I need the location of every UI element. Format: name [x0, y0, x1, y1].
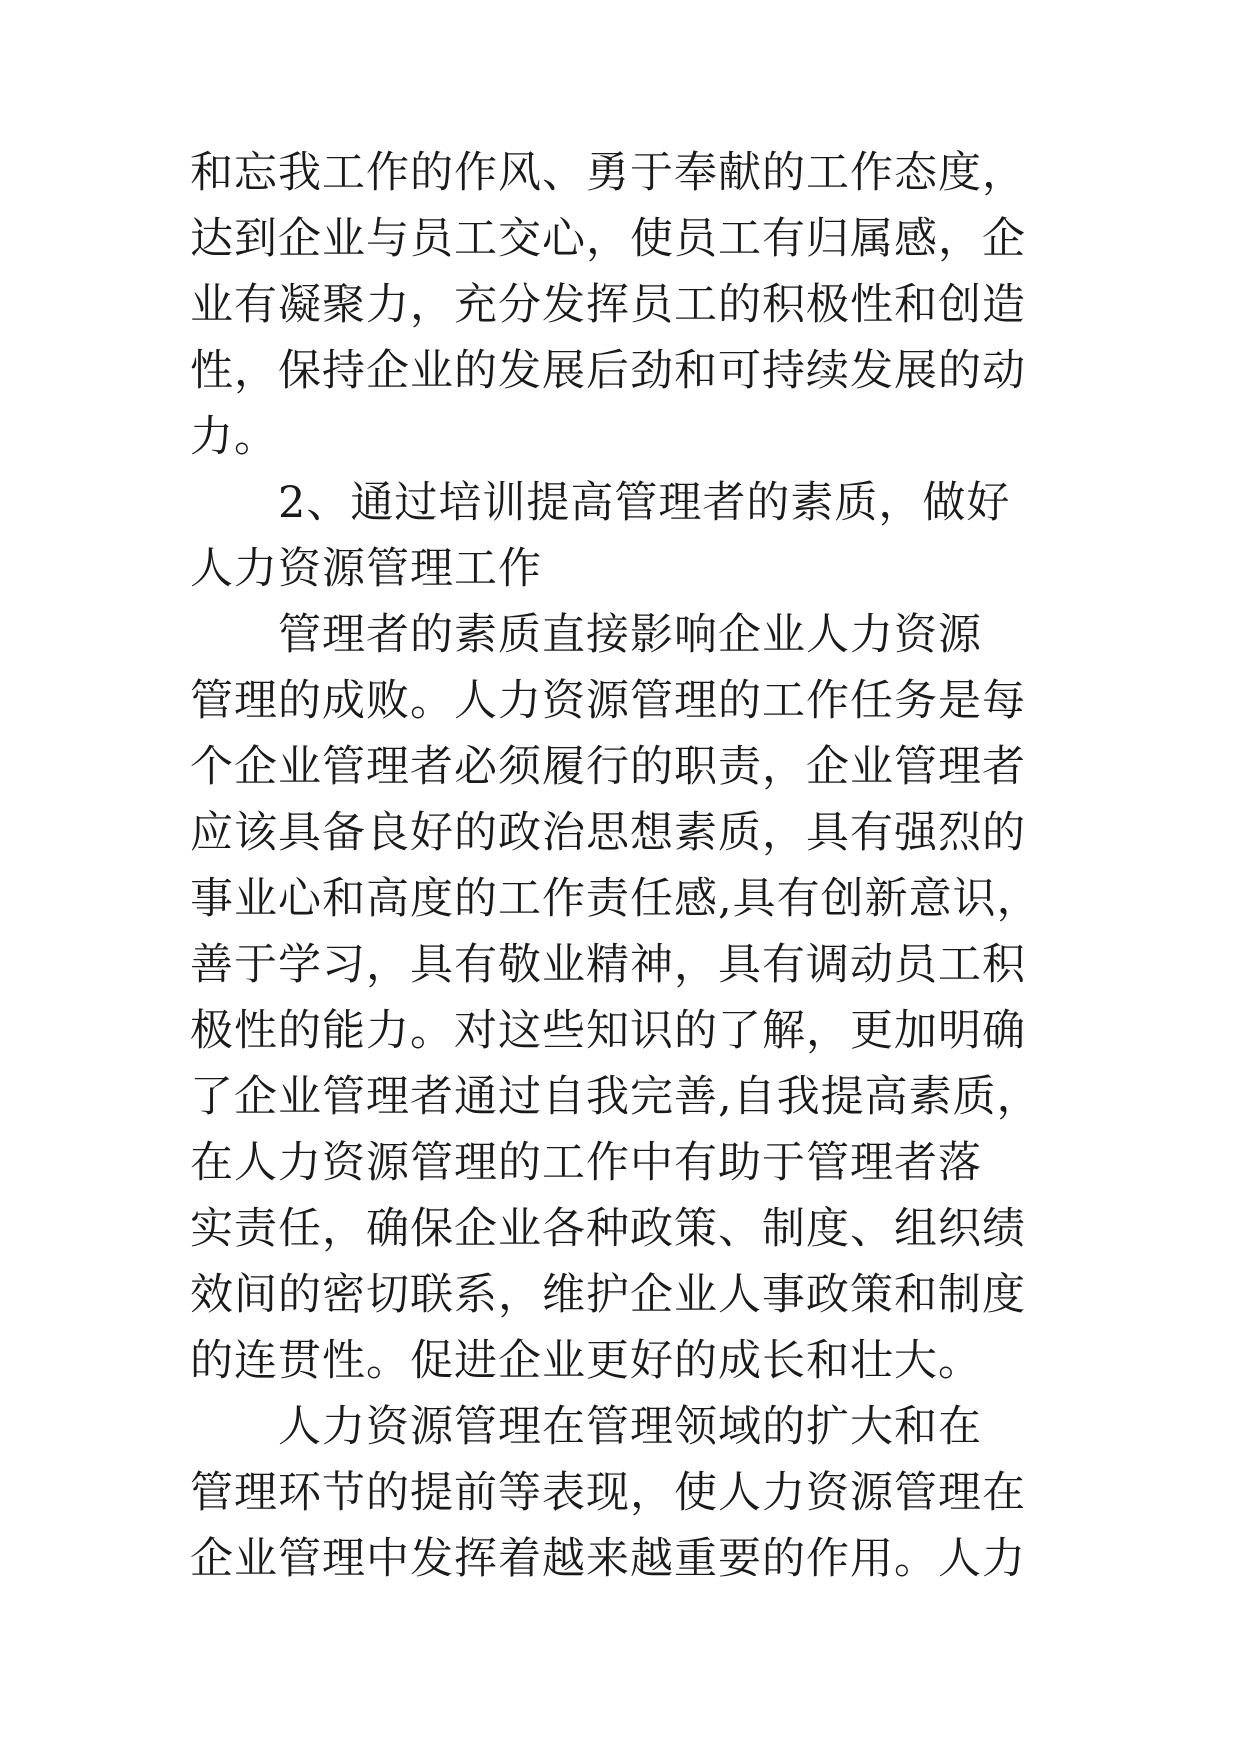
- text-line: 管理环节的提前等表现，使人力资源管理在: [190, 1468, 1026, 1518]
- text-line: 业有凝聚力，充分发挥员工的积极性和创造: [190, 280, 1026, 330]
- text-line: 个企业管理者必须履行的职责，企业管理者: [190, 742, 1026, 792]
- text-line: 性，保持企业的发展后劲和可持续发展的动: [190, 346, 1026, 396]
- text-line: 了企业管理者通过自我完善,自我提高素质，: [190, 1072, 1041, 1122]
- text-line: 的连贯性。促进企业更好的成长和壮大。: [190, 1336, 982, 1386]
- paragraph-start: 管理者的素质直接影响企业人力资源: [278, 610, 982, 660]
- text-line: 在人力资源管理的工作中有助于管理者落: [190, 1138, 982, 1188]
- text-line: 实责任，确保企业各种政策、制度、组织绩: [190, 1204, 1026, 1254]
- text-line: 和忘我工作的作风、勇于奉献的工作态度，: [190, 148, 1026, 198]
- text-line: 事业心和高度的工作责任感,具有创新意识，: [190, 874, 1041, 924]
- section-heading: 2、通过培训提高管理者的素质，做好: [278, 478, 1011, 528]
- text-line: 善于学习，具有敬业精神，具有调动员工积: [190, 940, 1026, 990]
- text-line: 应该具备良好的政治思想素质，具有强烈的: [190, 808, 1026, 858]
- text-line: 极性的能力。对这些知识的了解，更加明确: [190, 1006, 1026, 1056]
- text-line: 达到企业与员工交心，使员工有归属感，企: [190, 214, 1026, 264]
- paragraph-start: 人力资源管理在管理领域的扩大和在: [278, 1402, 982, 1452]
- text-line: 力。: [190, 412, 278, 462]
- text-line: 管理的成败。人力资源管理的工作任务是每: [190, 676, 1026, 726]
- section-heading-continued: 人力资源管理工作: [190, 544, 542, 594]
- text-line: 企业管理中发挥着越来越重要的作用。人力: [190, 1534, 1026, 1584]
- text-line: 效间的密切联系，维护企业人事政策和制度: [190, 1270, 1026, 1320]
